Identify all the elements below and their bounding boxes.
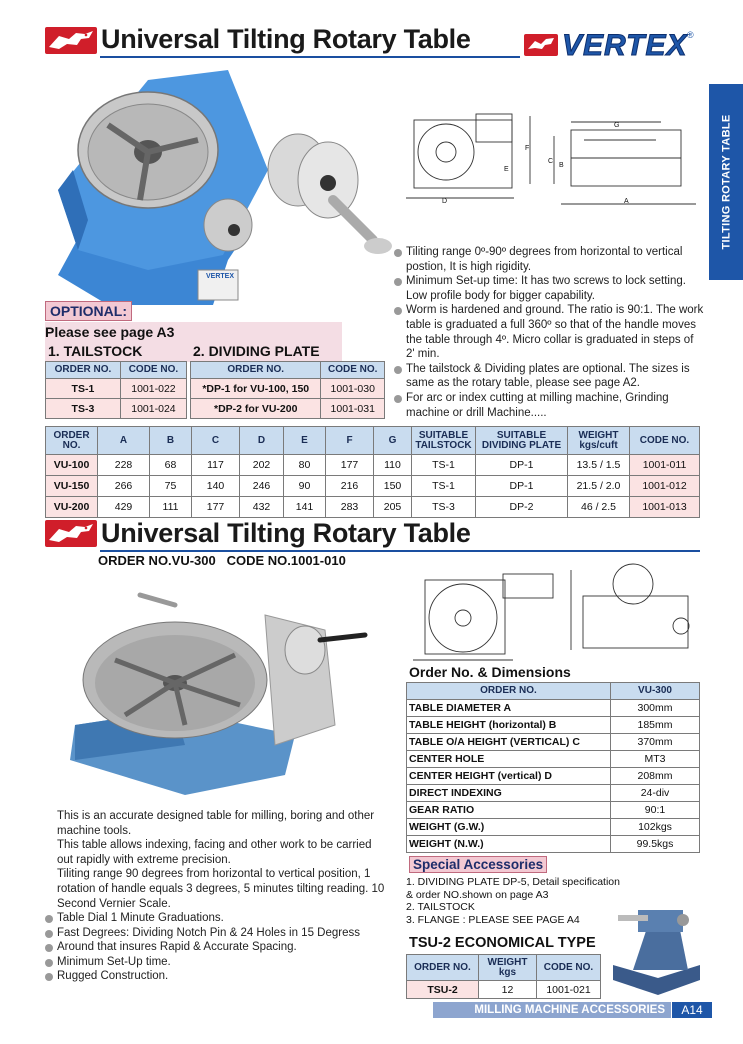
table-cell: 246: [240, 476, 284, 497]
table-cell: TSU-2: [407, 981, 479, 999]
table-cell: 110: [374, 455, 412, 476]
table-cell: 68: [150, 455, 192, 476]
table-cell: TABLE HEIGHT (horizontal) B: [407, 717, 611, 734]
table-cell: WEIGHT (G.W.): [407, 819, 611, 836]
table-cell: DP-2: [476, 497, 568, 518]
dividing-plate-heading: 2. DIVIDING PLATE: [193, 343, 320, 359]
drawing-letter-b: B: [559, 162, 564, 169]
list-item: Table Dial 1 Minute Graduations.: [44, 911, 394, 926]
table-cell: 283: [326, 497, 374, 518]
drawing-letter-a: A: [624, 198, 629, 205]
table-header: G: [374, 427, 412, 455]
eagle-logo-icon: [45, 27, 97, 54]
table-cell: 177: [326, 455, 374, 476]
table-header: A: [98, 427, 150, 455]
photo-plate-label: VERTEX: [206, 273, 235, 280]
table-cell: 46 / 2.5: [568, 497, 630, 518]
table-cell: 1001-021: [537, 981, 601, 999]
table-cell: 1001-011: [630, 455, 700, 476]
page-number: [672, 1002, 712, 1018]
footer-label: [433, 1002, 671, 1018]
table-cell: TS-1: [412, 476, 476, 497]
table-header: F: [326, 427, 374, 455]
list-item: Fast Degrees: Dividing Notch Pin & 24 Holes in 15 Degress: [44, 926, 394, 941]
accessories-list: [406, 876, 620, 926]
tailstock-heading: 1. TAILSTOCK: [48, 343, 143, 359]
table-cell: 300mm: [611, 700, 700, 717]
table-cell: 208mm: [611, 768, 700, 785]
table-cell: WEIGHT (N.W.): [407, 836, 611, 853]
vu300-spec-table: [406, 682, 700, 853]
table-cell: 177: [192, 497, 240, 518]
description: [57, 809, 389, 911]
side-tab: [709, 84, 743, 280]
tailstock-photo: [608, 900, 704, 1000]
table-cell: 429: [98, 497, 150, 518]
table-header: ORDER NO.: [46, 427, 98, 455]
accessories-heading: Special Accessories: [409, 856, 547, 873]
vu300-feature-list: [44, 911, 394, 984]
list-item: 3. FLANGE : PLEASE SEE PAGE A4: [406, 913, 580, 926]
optional-label: OPTIONAL:: [45, 301, 132, 321]
registered-mark: ®: [687, 30, 694, 40]
table-cell: GEAR RATIO: [407, 802, 611, 819]
table-cell: MT3: [611, 751, 700, 768]
table-header: SUITABLE TAILSTOCK: [412, 427, 476, 455]
table-cell: *DP-1 for VU-100, 150: [191, 379, 321, 399]
eagle-logo-icon: [45, 520, 97, 547]
side-tab-label: TILTING ROTARY TABLE: [720, 114, 732, 250]
drawing-letter-f: F: [525, 145, 530, 152]
list-item: Rugged Construction.: [44, 969, 394, 984]
drawing-letter-d: D: [442, 198, 448, 205]
table-cell: DP-1: [476, 476, 568, 497]
table-header: ORDER NO.: [191, 362, 321, 379]
table-cell: 90:1: [611, 802, 700, 819]
list-item: Minimum Set-up time: It has two screws to lock setting. Low profile body for bigger capability.: [393, 274, 705, 303]
table-cell: TS-3: [46, 399, 121, 419]
table-header: CODE NO.: [120, 362, 186, 379]
table-cell: TS-1: [412, 455, 476, 476]
list-item: For arc or index cutting at milling machine, Grinding machine or drill Machine.....: [393, 391, 705, 420]
product-photo-vu300: [65, 575, 375, 800]
table-cell: VU-200: [46, 497, 98, 518]
table-cell: *DP-2 for VU-200: [191, 399, 321, 419]
table-cell: TS-3: [412, 497, 476, 518]
table-cell: 1001-031: [321, 399, 385, 419]
vertex-logo: [524, 30, 694, 62]
page-number-text: A14: [681, 1003, 703, 1017]
technical-drawing-vu: [396, 100, 701, 212]
table-header: WEIGHT kgs/cuft: [568, 427, 630, 455]
table-cell: 13.5 / 1.5: [568, 455, 630, 476]
table-cell: VU-150: [46, 476, 98, 497]
list-item: Worm is hardened and ground. The ratio is 90:1. The work table is graduated a full 360º so that of the handle moves the table through 4º. Micro collar is graduated in steps of 2' min.: [393, 303, 705, 361]
drawing-letter-c: C: [548, 158, 554, 165]
order-line: ORDER NO.VU-300 CODE NO.1001-010: [98, 553, 346, 568]
dims-heading: Order No. & Dimensions: [409, 664, 571, 680]
table-cell: 1001-022: [120, 379, 186, 399]
top-feature-list: [393, 245, 705, 420]
list-item: 1. DIVIDING PLATE DP-5, Detail specification: [406, 876, 620, 888]
list-item: & order NO.shown on page A3: [406, 888, 549, 901]
table-cell: 102kgs: [611, 819, 700, 836]
table-cell: 202: [240, 455, 284, 476]
table-cell: 12: [479, 981, 537, 999]
dividing-plate-table: [190, 361, 385, 419]
description-paragraph: Tiliting range 90 degrees from horizontal to vertical position, 1 rotation of handle equals 3 degrees, 5 minutes tilting reading. 10 Second Vernier Scale.: [57, 868, 385, 910]
table-header: ORDER NO.: [407, 683, 611, 700]
table-cell: 185mm: [611, 717, 700, 734]
list-item: Tiliting range 0º-90º degrees from horizontal to vertical postion, It is high rigidity.: [393, 245, 705, 274]
page-title: Universal Tilting Rotary Table: [101, 24, 471, 54]
table-cell: 80: [284, 455, 326, 476]
table-cell: 432: [240, 497, 284, 518]
table-header: E: [284, 427, 326, 455]
table-header: CODE NO.: [537, 955, 601, 981]
table-cell: 75: [150, 476, 192, 497]
table-cell: 266: [98, 476, 150, 497]
table-cell: 228: [98, 455, 150, 476]
main-spec-table: [45, 426, 700, 518]
technical-drawing-vu300: [403, 560, 703, 665]
table-header: ORDER NO.: [407, 955, 479, 981]
table-cell: TABLE DIAMETER A: [407, 700, 611, 717]
table-cell: 141: [284, 497, 326, 518]
table-cell: 1001-024: [120, 399, 186, 419]
table-header: CODE NO.: [630, 427, 700, 455]
description-paragraph: This table allows indexing, facing and other work to be carried out rapidly with extreme precision.: [57, 839, 372, 866]
brand-name: VERTEX: [562, 29, 688, 62]
table-cell: 205: [374, 497, 412, 518]
footer-label-text: MILLING MACHINE ACCESSORIES: [474, 1004, 665, 1016]
tsu-table: [406, 954, 601, 999]
table-cell: 140: [192, 476, 240, 497]
table-cell: 117: [192, 455, 240, 476]
table-cell: 370mm: [611, 734, 700, 751]
table-cell: 99.5kgs: [611, 836, 700, 853]
table-header: SUITABLE DIVIDING PLATE: [476, 427, 568, 455]
table-header: C: [192, 427, 240, 455]
list-item: Minimum Set-Up time.: [44, 955, 394, 970]
title-rule: [100, 56, 520, 58]
list-item: Around that insures Rapid & Accurate Spacing.: [44, 940, 394, 955]
tailstock-table: [45, 361, 187, 419]
table-cell: 1001-013: [630, 497, 700, 518]
see-page-note: Please see page A3: [45, 324, 175, 340]
title-rule: [100, 550, 700, 552]
table-header: WEIGHT kgs: [479, 955, 537, 981]
table-cell: TS-1: [46, 379, 121, 399]
table-cell: 90: [284, 476, 326, 497]
table-cell: 21.5 / 2.0: [568, 476, 630, 497]
table-header: B: [150, 427, 192, 455]
table-cell: TABLE O/A HEIGHT (VERTICAL) C: [407, 734, 611, 751]
table-header: ORDER NO.: [46, 362, 121, 379]
table-cell: CENTER HEIGHT (vertical) D: [407, 768, 611, 785]
table-cell: 216: [326, 476, 374, 497]
table-cell: 111: [150, 497, 192, 518]
table-cell: DP-1: [476, 455, 568, 476]
table-cell: 24-div: [611, 785, 700, 802]
table-header: CODE NO.: [321, 362, 385, 379]
table-cell: DIRECT INDEXING: [407, 785, 611, 802]
drawing-letter-g: G: [614, 122, 620, 129]
table-header: VU-300: [611, 683, 700, 700]
drawing-letter-e: E: [504, 166, 509, 173]
table-cell: 150: [374, 476, 412, 497]
description-paragraph: This is an accurate designed table for milling, boring and other machine tools.: [57, 810, 375, 837]
tsu-heading: TSU-2 ECONOMICAL TYPE: [409, 935, 596, 951]
product-photo-vu: [48, 60, 393, 308]
section2-title: Universal Tilting Rotary Table: [101, 518, 471, 548]
table-cell: VU-100: [46, 455, 98, 476]
table-cell: 1001-030: [321, 379, 385, 399]
table-header: D: [240, 427, 284, 455]
table-cell: 1001-012: [630, 476, 700, 497]
table-cell: CENTER HOLE: [407, 751, 611, 768]
list-item: The tailstock & Dividing plates are optional. The sizes is same as the rotary table, please see page A2.: [393, 362, 705, 391]
list-item: 2. TAILSTOCK: [406, 901, 475, 913]
